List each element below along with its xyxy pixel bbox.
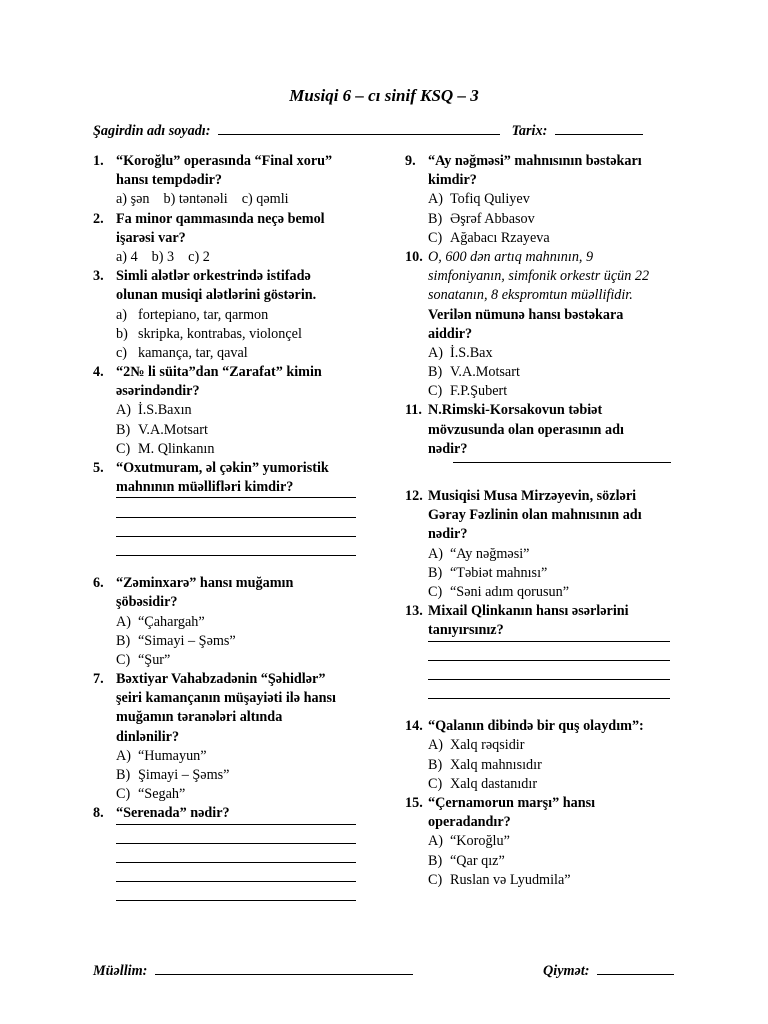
answer-line[interactable] <box>116 517 356 518</box>
question-number: 11. <box>405 402 422 419</box>
answer-line[interactable] <box>116 862 356 863</box>
question-11 <box>405 401 680 420</box>
answer-option[interactable]: B) V.A.Motsart <box>428 364 520 381</box>
answer-option[interactable]: A) Tofiq Quliyev <box>428 191 530 208</box>
answer-option[interactable]: C) F.P.Şubert <box>428 383 508 400</box>
question-text: nədir? <box>428 440 468 457</box>
question-2 <box>93 210 363 229</box>
answer-option[interactable]: a) şən <box>116 191 150 208</box>
question-3 <box>93 267 363 286</box>
question-number: 1. <box>93 153 104 169</box>
answer-line[interactable] <box>116 843 356 844</box>
question-text: muğamın təranələri altında <box>116 709 283 726</box>
answer-option[interactable]: B) Şimayi – Şəms” <box>116 767 230 783</box>
answer-options <box>116 190 303 209</box>
student-name-label: Şagirdin adı soyadı: <box>93 123 211 139</box>
answer-option[interactable]: B) V.A.Motsart <box>116 421 208 438</box>
question-14 <box>405 717 680 736</box>
answer-option[interactable]: B) Əşrəf Abbasov <box>428 210 535 227</box>
question-text: mahnının müəllifləri kimdir? <box>116 479 294 496</box>
answer-option[interactable]: B) “Təbiət mahnısı” <box>428 564 548 581</box>
answer-line[interactable] <box>116 536 356 537</box>
grade-label: Qiymət: <box>543 963 590 979</box>
answer-option[interactable]: A) İ.S.Baxın <box>116 402 192 419</box>
answer-option[interactable]: b) skripka, kontrabas, violonçel <box>116 325 302 342</box>
answer-option[interactable]: A) “Koroğlu” <box>428 833 510 850</box>
answer-line[interactable] <box>453 462 671 463</box>
grade-field[interactable] <box>597 962 674 975</box>
question-text: əsərindəndir? <box>116 383 200 400</box>
questions-left-column <box>93 152 363 920</box>
answer-option[interactable]: c) 2 <box>188 248 210 265</box>
question-4 <box>93 363 363 382</box>
answer-option[interactable]: A) “Çahargah” <box>116 613 205 630</box>
question-number: 14. <box>405 718 423 735</box>
question-1 <box>93 152 363 171</box>
answer-line[interactable] <box>428 679 670 680</box>
question-text: Bəxtiyar Vahabzadənin “Şəhidlər” <box>116 671 326 688</box>
question-10 <box>405 248 680 267</box>
question-number: 4. <box>93 364 104 381</box>
question-text: “Oxutmuram, əl çəkin” yumoristik <box>116 460 329 476</box>
answer-line[interactable] <box>116 555 356 556</box>
question-number: 8. <box>93 805 104 822</box>
answer-option[interactable]: B) Xalq mahnısıdır <box>428 756 542 773</box>
question-13 <box>405 602 680 621</box>
date-label: Tarix: <box>511 123 548 139</box>
answer-option[interactable]: B) “Qar qız” <box>428 852 505 869</box>
answer-option[interactable]: C) M. Qlinkanın <box>116 440 215 457</box>
question-number: 3. <box>93 268 104 285</box>
questions-right-column <box>405 152 680 890</box>
question-number: 12. <box>405 488 423 504</box>
question-8 <box>93 804 363 823</box>
question-text: kimdir? <box>428 172 477 189</box>
question-text: tanıyırsınız? <box>428 622 504 639</box>
answer-option[interactable]: C) Ağabacı Rzayeva <box>428 229 550 246</box>
question-text: “Zəminxarə” hansı muğamın <box>116 575 294 592</box>
answer-option[interactable]: a) fortepiano, tar, qarmon <box>116 306 269 323</box>
student-info-line <box>93 122 693 140</box>
question-9 <box>405 152 680 171</box>
answer-option[interactable]: a) 4 <box>116 248 138 265</box>
question-text: “Serenada” nədir? <box>116 805 230 822</box>
answer-option[interactable]: B) “Simayi – Şəms” <box>116 632 236 649</box>
question-text: hansı tempdədir? <box>116 172 223 189</box>
question-number: 5. <box>93 460 104 476</box>
answer-line[interactable] <box>428 641 670 642</box>
answer-line[interactable] <box>428 660 670 661</box>
question-text: “Koroğlu” operasında “Final xoru” <box>116 153 333 169</box>
teacher-label: Müəllim: <box>93 963 148 979</box>
answer-line[interactable] <box>116 497 356 498</box>
question-15 <box>405 794 680 813</box>
question-number: 9. <box>405 153 416 169</box>
question-text: dinlənilir? <box>116 728 180 745</box>
answer-option[interactable]: c) qəmli <box>241 191 289 208</box>
question-text: aiddir? <box>428 325 473 342</box>
page-title: Musiqi 6 – cı sinif KSQ – 3 <box>289 86 479 105</box>
question-text: “Ay nəğməsi” mahnısının bəstəkarı <box>428 153 642 169</box>
question-text: “2№ li süita”dan “Zarafat” kimin <box>116 364 322 381</box>
question-text: Gəray Fəzlinin olan mahnısının adı <box>428 507 642 524</box>
question-number: 15. <box>405 795 423 811</box>
question-text: şöbəsidir? <box>116 594 178 611</box>
answer-options <box>116 248 224 267</box>
question-text: sonatanın, 8 ekspromtun müəllifidir. <box>428 287 633 304</box>
question-text: Mixail Qlinkanın hansı əsərlərini <box>428 603 629 620</box>
question-number: 10. <box>405 248 423 265</box>
question-5 <box>93 459 363 478</box>
question-text: simfoniyanın, simfonik orkestr üçün 22 <box>428 268 650 285</box>
answer-option[interactable]: b) 3 <box>151 248 175 265</box>
question-6 <box>93 574 363 593</box>
answer-line[interactable] <box>116 881 356 882</box>
question-number: 6. <box>93 575 104 592</box>
answer-option[interactable]: A) “Ay nəğməsi” <box>428 545 530 562</box>
question-number: 2. <box>93 210 104 227</box>
answer-option[interactable]: A) Xalq rəqsidir <box>428 737 525 754</box>
answer-line[interactable] <box>428 698 670 699</box>
question-text: işarəsi var? <box>116 229 186 246</box>
question-text: olunan musiqi alətlərini göstərin. <box>116 287 317 304</box>
question-text: Fa minor qammasında neçə bemol <box>116 210 325 227</box>
question-text: “Çernamorun marşı” hansı <box>428 795 596 811</box>
answer-option[interactable]: c) kamança, tar, qaval <box>116 344 248 361</box>
answer-option[interactable]: b) təntənəli <box>163 191 228 208</box>
answer-option[interactable]: C) Ruslan və Lyudmila” <box>428 871 571 888</box>
question-text: “Qalanın dibində bir quş olaydım”: <box>428 718 644 735</box>
answer-line[interactable] <box>116 824 356 825</box>
question-text: O, 600 dən artıq mahnının, 9 <box>428 248 594 265</box>
answer-line[interactable] <box>116 900 356 901</box>
teacher-field[interactable] <box>155 962 413 975</box>
question-text: şeiri kamançanın müşayiəti ilə hansı <box>116 690 336 707</box>
question-text: operadandır? <box>428 814 511 831</box>
question-12 <box>405 487 680 506</box>
question-text: nədir? <box>428 526 468 543</box>
date-field[interactable] <box>555 122 643 135</box>
question-text: Verilən nümunə hansı bəstəkara <box>428 306 624 323</box>
question-text: mövzusunda olan operasının adı <box>428 421 624 438</box>
question-text: N.Rimski-Korsakovun təbiət <box>428 402 603 419</box>
teacher-line <box>93 962 413 980</box>
answer-option[interactable]: C) “Segah” <box>116 786 186 803</box>
question-number: 13. <box>405 603 423 620</box>
question-text: Simli alətlər orkestrində istifadə <box>116 268 311 285</box>
question-text: Musiqisi Musa Mirzəyevin, sözləri <box>428 488 637 504</box>
answer-option[interactable]: A) “Humayun” <box>116 747 207 764</box>
student-name-field[interactable] <box>218 122 500 135</box>
answer-option[interactable]: C) Xalq dastanıdır <box>428 775 538 792</box>
answer-option[interactable]: C) “Şur” <box>116 651 171 668</box>
grade-line <box>543 962 674 980</box>
question-number: 7. <box>93 671 104 688</box>
answer-option[interactable]: C) “Səni adım qorusun” <box>428 583 569 600</box>
question-7 <box>93 670 363 689</box>
answer-option[interactable]: A) İ.S.Bax <box>428 344 493 361</box>
